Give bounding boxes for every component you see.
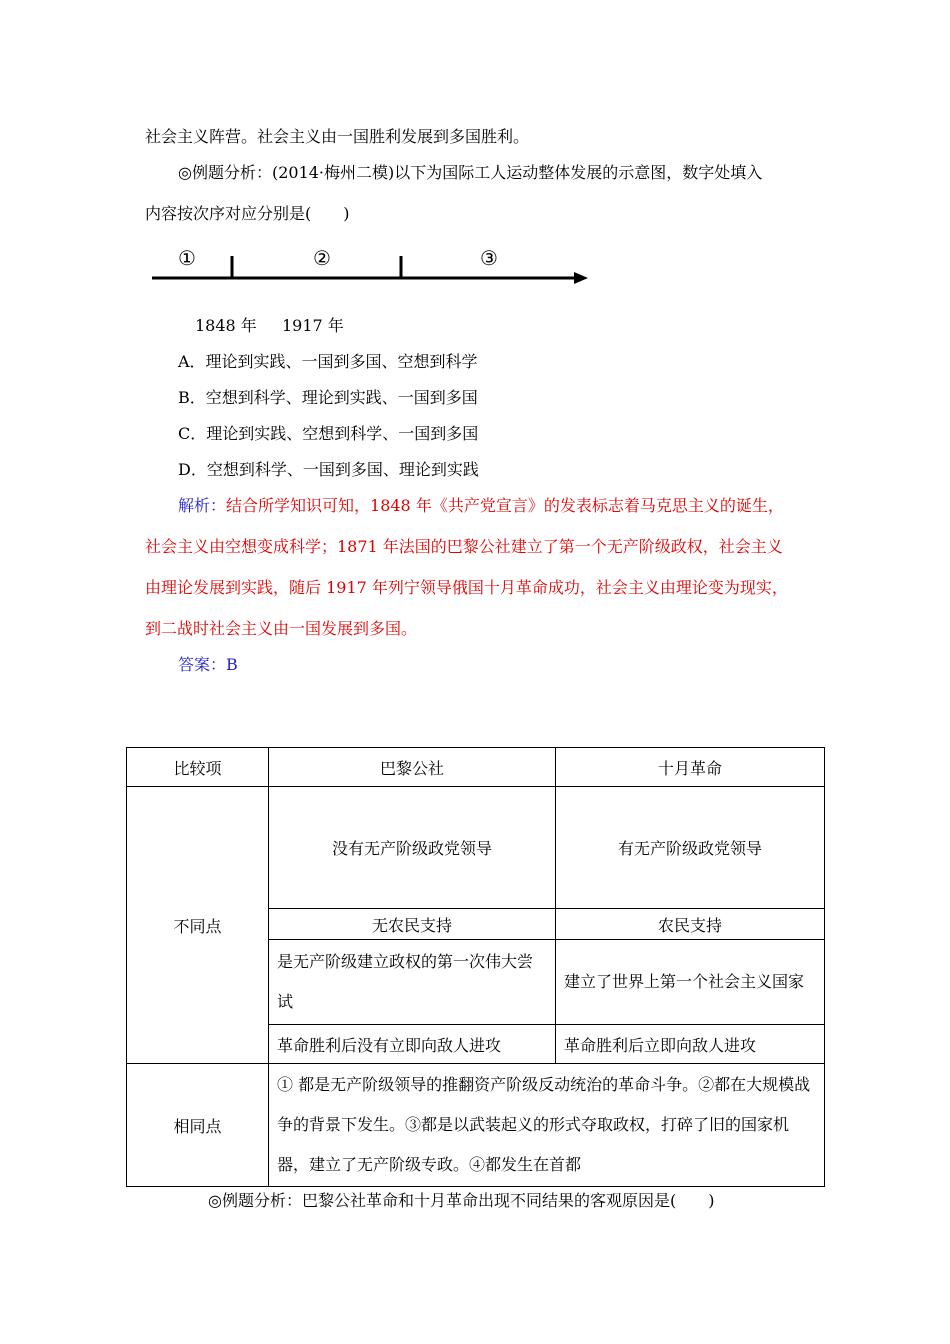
timeline-year-1917: 1917 年	[282, 316, 344, 335]
diff-cell: 有无产阶级政党领导	[556, 787, 825, 909]
question2-line: ◎例题分析：巴黎公社革命和十月革命出现不同结果的客观原因是( )	[208, 1191, 715, 1210]
header-october-revolution: 十月革命	[556, 748, 825, 787]
option-c: C．理论到实践、空想到科学、一国到多国	[178, 424, 479, 443]
header-paris-commune: 巴黎公社	[269, 748, 556, 787]
same-label: 相同点	[127, 1064, 269, 1187]
question1-line1: ◎例题分析：(2014·梅州二模)以下为国际工人运动整体发展的示意图，数字处填入	[178, 163, 763, 182]
diff-cell: 没有无产阶级政党领导	[269, 787, 556, 909]
question1-line2: 内容按次序对应分别是( )	[145, 204, 350, 223]
timeline-label-3: ③	[480, 246, 498, 270]
analysis-line2: 社会主义由空想变成科学；1871 年法国的巴黎公社建立了第一个无产阶级政权，社会主义	[145, 537, 783, 556]
diff-label: 不同点	[127, 787, 269, 1064]
diff-cell: 建立了世界上第一个社会主义国家	[556, 940, 825, 1025]
same-cell: ① 都是无产阶级领导的推翻资产阶级反动统治的革命斗争。②都在大规模战争的背景下发生。③都是以武装起义的形式夺取政权，打碎了旧的国家机器，建立了无产阶级专政。④都发生在首都	[269, 1064, 825, 1187]
timeline-label-2: ②	[313, 246, 331, 270]
option-d: D．空想到科学、一国到多国、理论到实践	[178, 460, 479, 479]
option-a: A．理论到实践、一国到多国、空想到科学	[178, 352, 478, 371]
table-header-row	[127, 748, 825, 787]
diff-cell: 是无产阶级建立政权的第一次伟大尝试	[269, 940, 556, 1025]
analysis-label: 解析：	[178, 496, 227, 515]
table-row	[127, 787, 825, 909]
timeline-label-1: ①	[178, 246, 196, 270]
intro-line: 社会主义阵营。社会主义由一国胜利发展到多国胜利。	[145, 127, 530, 146]
analysis-text1: 结合所学知识可知，1848 年《共产党宣言》的发表标志着马克思主义的诞生，	[226, 496, 784, 515]
diff-cell: 农民支持	[556, 909, 825, 940]
comparison-table	[126, 747, 825, 1187]
diff-cell: 革命胜利后没有立即向敌人进攻	[269, 1025, 556, 1064]
timeline-arrow	[150, 242, 590, 292]
option-b: B．空想到科学、理论到实践、一国到多国	[178, 388, 478, 407]
analysis-line3: 由理论发展到实践，随后 1917 年列宁领导俄国十月革命成功，社会主义由理论变为现实，	[145, 578, 788, 597]
diff-cell: 革命胜利后立即向敌人进攻	[556, 1025, 825, 1064]
table-row	[127, 1064, 825, 1187]
answer-line: 答案：B	[178, 655, 238, 674]
diff-cell: 无农民支持	[269, 909, 556, 940]
timeline-diagram	[150, 242, 590, 292]
header-compare-item: 比较项	[127, 748, 269, 787]
analysis-line1	[178, 495, 784, 517]
timeline-year-1848: 1848 年	[195, 316, 257, 335]
analysis-line4: 到二战时社会主义由一国发展到多国。	[145, 619, 418, 638]
